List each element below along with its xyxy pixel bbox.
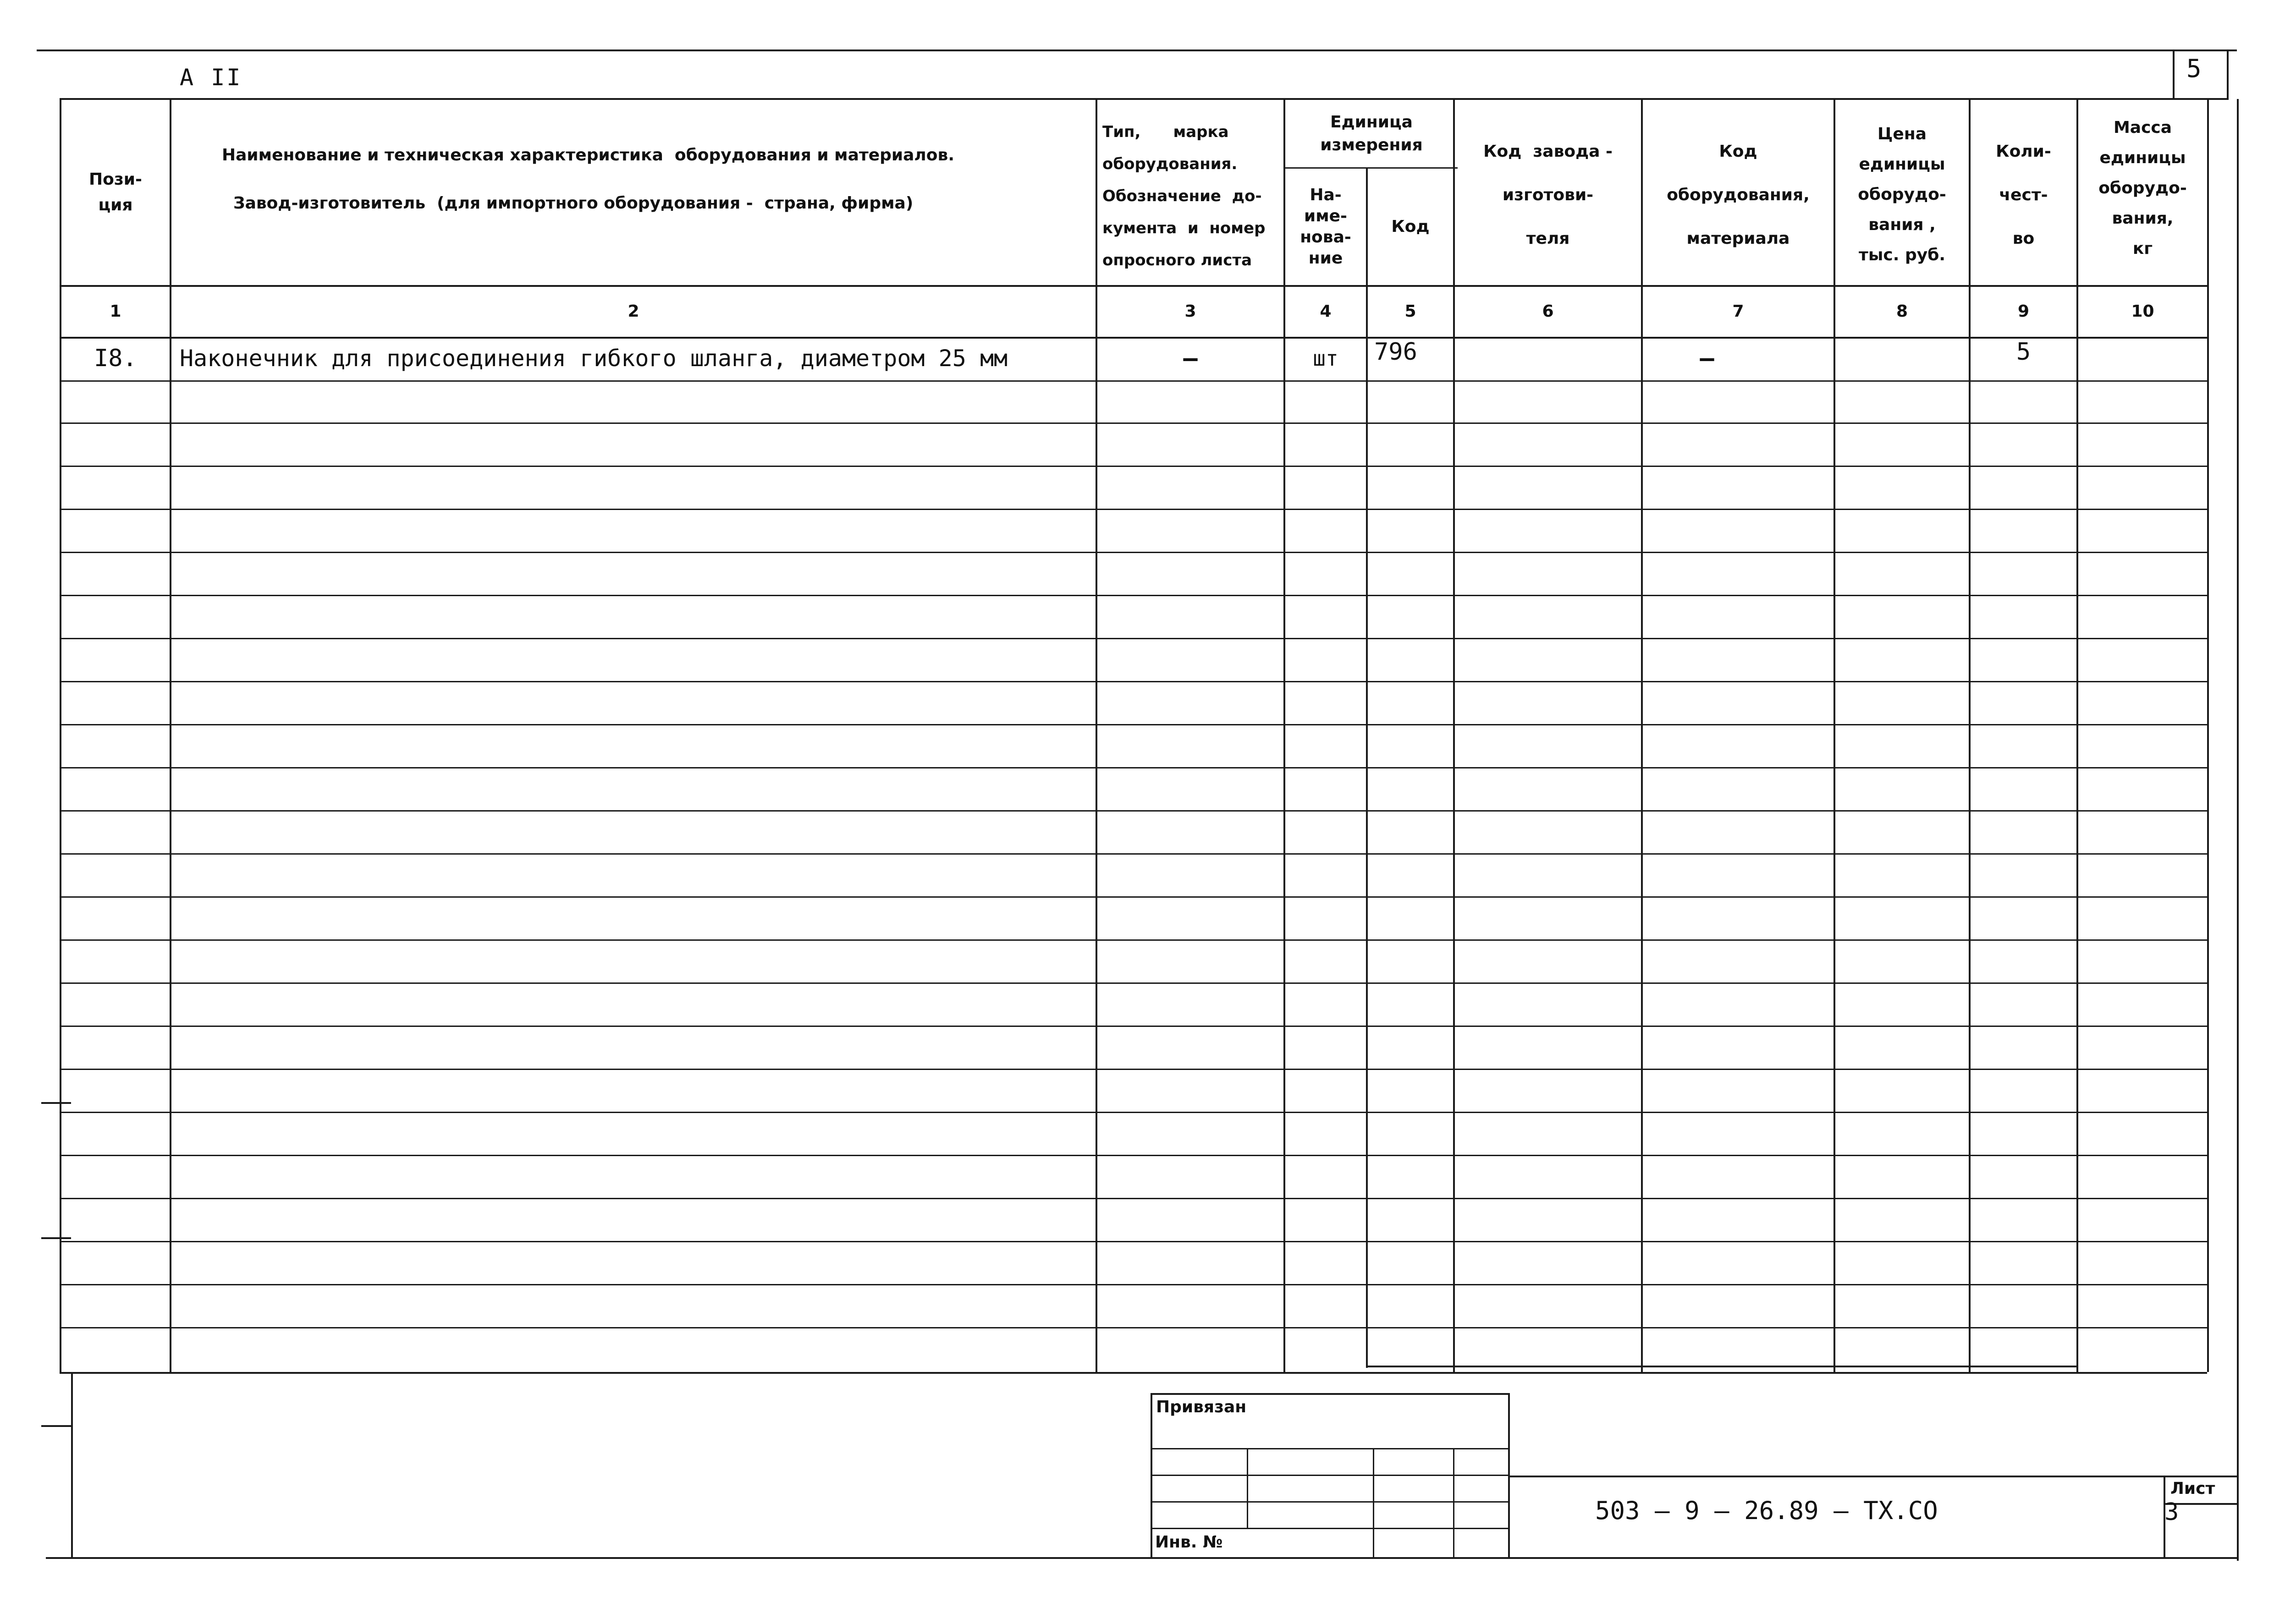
header-price: Цена единицы оборудо- вания , тыс. руб. <box>1858 125 1946 264</box>
row-line <box>60 466 2207 467</box>
header-equipment-code: Код оборудования, материала <box>1667 142 1810 248</box>
stamp-right-line <box>1508 1393 1510 1557</box>
header-unit-code: Код <box>1391 217 1430 236</box>
row-line <box>60 982 2207 984</box>
stamp-top-line <box>1151 1393 1508 1395</box>
unit-group-divider <box>1283 167 1458 169</box>
sheet-number: 3 <box>2164 1498 2179 1526</box>
row-price <box>1835 337 1969 380</box>
row-line <box>60 939 2207 941</box>
sheet-label: Лист <box>2170 1479 2215 1498</box>
row-line <box>60 422 2207 424</box>
row-line <box>60 638 2207 639</box>
row-equipment-code: – <box>1700 345 1714 372</box>
row-line <box>60 1284 2207 1285</box>
page-number-box-left <box>2173 49 2175 99</box>
series-label: А II <box>180 64 242 91</box>
row-line <box>60 1069 2207 1070</box>
header-mass: Масса единицы оборудо- вания, кг <box>2098 118 2187 258</box>
stamp-line <box>1151 1448 1508 1449</box>
header-factory-code: Код завода - изготови- теля <box>1483 142 1613 248</box>
header-unit-name: На- име- нова- ние <box>1300 185 1351 268</box>
row-name: Наконечник для присоединения гибкого шланга, диаметром 25 мм <box>180 345 1008 372</box>
header-quantity: Коли- чест- во <box>1996 142 2051 248</box>
row-line <box>60 810 2207 812</box>
row-line <box>60 853 2207 855</box>
row-line <box>60 724 2207 725</box>
row-unit-code: 796 <box>1374 338 1417 366</box>
row-line <box>60 1327 2207 1328</box>
header-name-block <box>171 100 1096 285</box>
column-number-5: 5 <box>1404 302 1416 321</box>
code-block-top <box>1508 1476 2237 1477</box>
row-mass <box>2078 337 2207 380</box>
header-name-line1: Наименование и техническая характеристика оборудования и материалов. <box>222 146 954 165</box>
stamp-line <box>1151 1475 1508 1476</box>
column-number-3: 3 <box>1184 302 1196 321</box>
column-number-8: 8 <box>1896 302 1908 321</box>
row-line <box>60 896 2207 898</box>
margin-tick <box>41 1425 71 1427</box>
frame-bottom-line <box>46 1557 2237 1559</box>
row-unit-name: шт <box>1313 346 1338 371</box>
row-line <box>60 1026 2207 1027</box>
row-type-mark: – <box>1183 345 1198 372</box>
stamp-line <box>1151 1528 1508 1529</box>
column-number-10: 10 <box>2131 302 2154 321</box>
stamp-line <box>1151 1501 1508 1503</box>
frame-left-outer <box>71 1372 73 1558</box>
top-border-line <box>37 49 2237 51</box>
margin-tick <box>41 1102 71 1104</box>
margin-tick <box>41 1237 71 1239</box>
header-unit-group: Единица измерения <box>1320 113 1423 154</box>
page-number-box-bottom <box>2173 98 2228 100</box>
table-right-border <box>2207 98 2209 1372</box>
column-number-6: 6 <box>1542 302 1554 321</box>
row-quantity: 5 <box>2016 338 2031 366</box>
document-code: 503 – 9 – 26.89 – ТХ.СО <box>1595 1496 1938 1525</box>
row-position: I8. <box>94 345 137 372</box>
row-line <box>60 1155 2207 1156</box>
frame-right-outer <box>2237 99 2239 1561</box>
row-line <box>60 1241 2207 1242</box>
page-number-box-right <box>2227 49 2229 100</box>
row-factory-code <box>1455 337 1641 380</box>
row-line <box>60 509 2207 510</box>
column-number-4: 4 <box>1320 302 1332 321</box>
header-name-line2: Завод-изготовитель (для импортного оборудования - страна, фирма) <box>233 194 914 213</box>
row-line <box>60 552 2207 553</box>
header-position: Пози- ция <box>89 170 142 214</box>
row-line <box>60 380 2207 382</box>
column-number-9: 9 <box>2017 302 2030 321</box>
inv-label: Инв. № <box>1155 1533 1223 1552</box>
column-number-7: 7 <box>1732 302 1744 321</box>
stamp-col <box>1453 1448 1454 1557</box>
column-number-2: 2 <box>628 302 639 321</box>
data-block-bottom <box>1366 1366 2076 1367</box>
header-type-mark: Тип, марка оборудования. Обозначение до- кумента и номер опросного листа <box>1102 122 1266 269</box>
column-number-1: 1 <box>110 302 121 321</box>
row-line <box>60 681 2207 682</box>
stamp-col <box>1247 1448 1248 1528</box>
table-grid-bottom <box>60 1372 2207 1374</box>
row-line <box>60 595 2207 596</box>
row-line <box>60 767 2207 768</box>
attached-label: Привязан <box>1156 1398 1247 1416</box>
stamp-col <box>1373 1448 1374 1557</box>
row-line <box>60 1112 2207 1113</box>
page-number: 5 <box>2186 54 2202 83</box>
row-line <box>60 1198 2207 1199</box>
